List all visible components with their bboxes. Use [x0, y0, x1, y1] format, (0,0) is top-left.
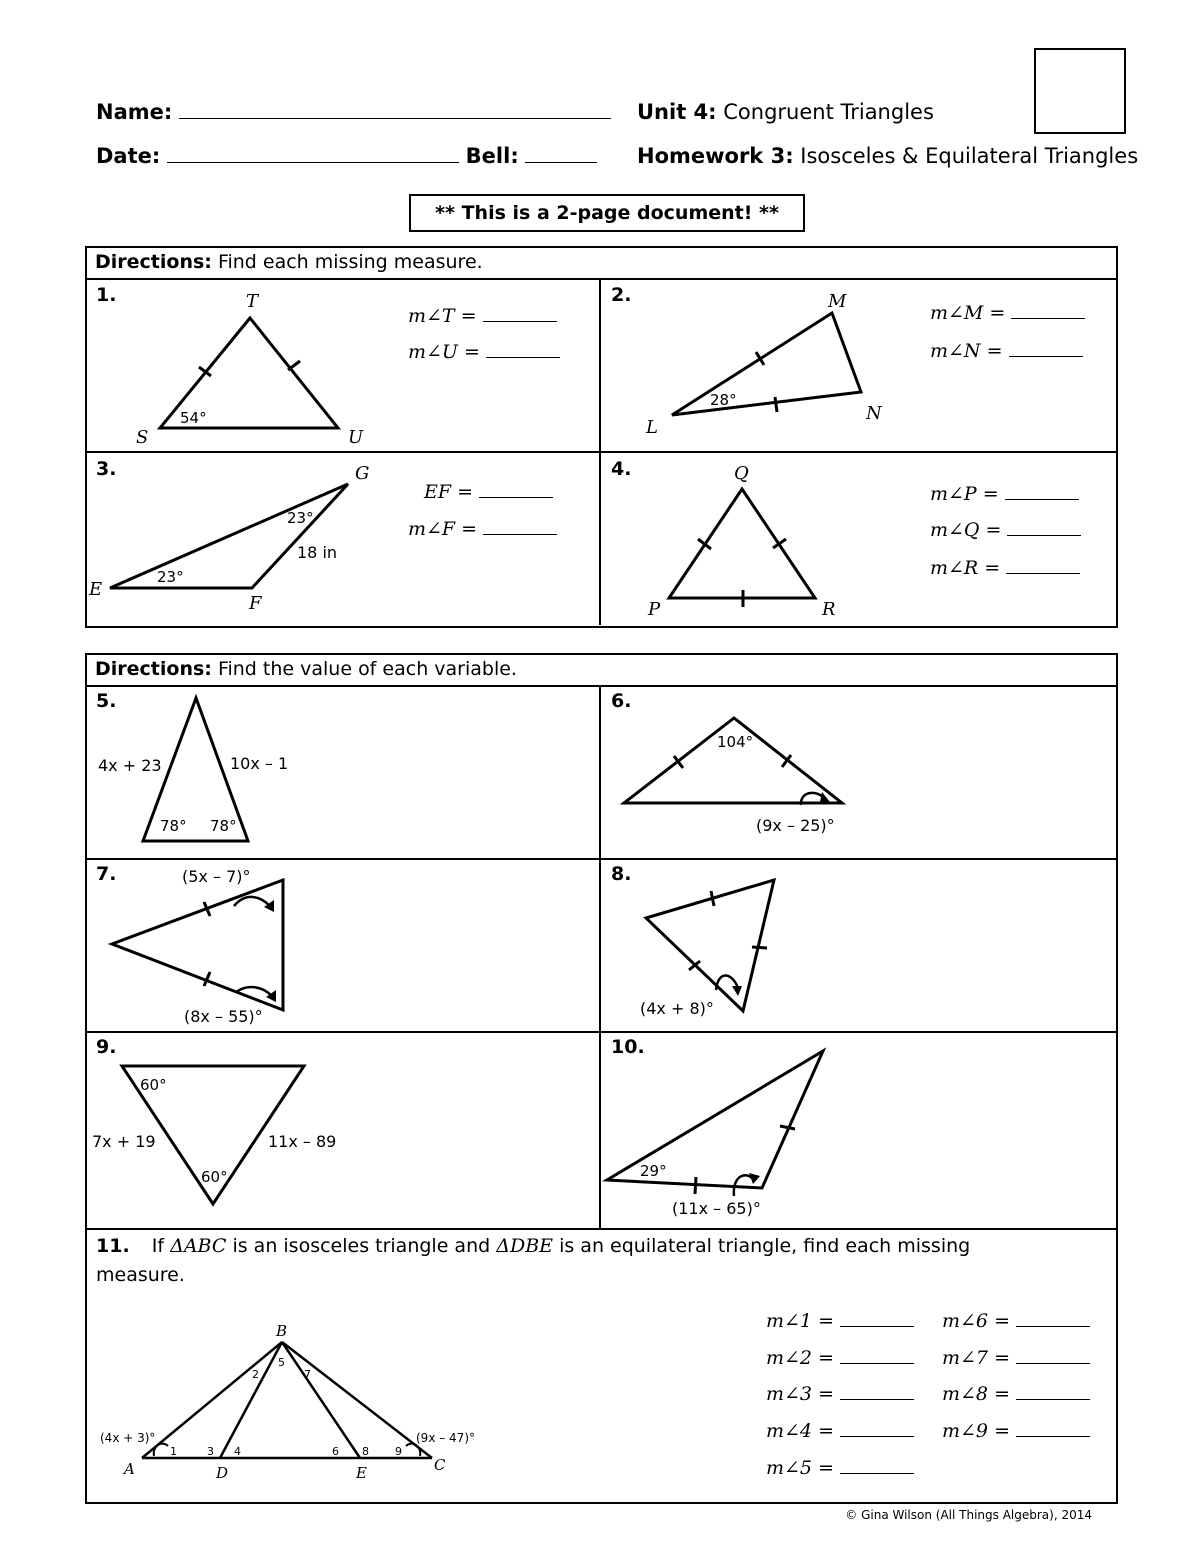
expr-label: (9x – 25)°: [756, 816, 835, 835]
notice-box: ** This is a 2-page document! **: [409, 194, 805, 232]
triangle-figure-3: [85, 455, 395, 620]
directions-2: [87, 655, 517, 683]
problem-11-text: 11. If ΔABC is an isosceles triangle and ΔDBE is an equilateral triangle, find each missing measure.: [96, 1235, 971, 1286]
answer-line: m∠2 =: [766, 1347, 914, 1369]
vertex-N: N: [866, 403, 882, 424]
answer-blank[interactable]: [840, 1326, 914, 1327]
angle-label: 78°: [210, 817, 237, 835]
answer-line: m∠9 =: [942, 1420, 1090, 1442]
directions-1: [87, 248, 483, 276]
expr-label: (5x – 7)°: [182, 867, 251, 886]
triangle-figure-5: [88, 688, 328, 853]
answer-blank[interactable]: [840, 1473, 914, 1474]
date-label: Date:: [96, 144, 161, 168]
answer-blank[interactable]: [1006, 573, 1080, 574]
angle-label: 60°: [201, 1168, 228, 1186]
answer-line: m∠8 =: [942, 1383, 1090, 1405]
angle-number: 2: [252, 1368, 259, 1381]
directions-label: Directions:: [95, 658, 212, 680]
problem-number: 2.: [611, 284, 632, 306]
bell-label: Bell:: [465, 144, 519, 168]
triangle-figure-8: [630, 862, 830, 1027]
angle-label: 54°: [180, 409, 207, 427]
answer-blank[interactable]: [840, 1399, 914, 1400]
directions-text: Find each missing measure.: [217, 251, 483, 273]
name-label: Name:: [96, 100, 173, 124]
problem-number: 4.: [611, 458, 632, 480]
problem-number: 9.: [96, 1036, 117, 1058]
problem-number: 1.: [96, 284, 117, 306]
answer-blank[interactable]: [1016, 1436, 1090, 1437]
triangle-figure-1: [130, 285, 370, 450]
problem-number: 5.: [96, 690, 117, 712]
answer-line: m∠7 =: [942, 1347, 1090, 1369]
side-label: 10x – 1: [230, 754, 289, 773]
angle-number: 5: [278, 1356, 285, 1369]
vertex-R: R: [822, 599, 836, 620]
angle-label: 29°: [640, 1162, 667, 1180]
vertex-P: P: [648, 599, 661, 620]
angle-number: 1: [170, 1445, 177, 1458]
date-row: [96, 144, 597, 168]
expr-label: (4x + 8)°: [640, 999, 714, 1018]
answer-line: m∠6 =: [942, 1310, 1090, 1332]
answer-blank[interactable]: [479, 497, 553, 498]
name-field[interactable]: [179, 118, 611, 119]
expr-label: (11x – 65)°: [672, 1199, 761, 1218]
copyright: © Gina Wilson (All Things Algebra), 2014: [845, 1508, 1092, 1522]
expr-label: (9x – 47)°: [416, 1431, 475, 1445]
homework-label: Homework 3:: [637, 144, 794, 168]
answer-blank[interactable]: [483, 321, 557, 322]
vertex-U: U: [348, 427, 364, 448]
unit-row: [637, 100, 934, 124]
vertex-B: B: [276, 1322, 288, 1340]
date-field[interactable]: [167, 162, 459, 163]
answer-blank[interactable]: [1009, 356, 1083, 357]
vertex-S: S: [136, 427, 149, 448]
angle-label: 60°: [140, 1076, 167, 1094]
triangle-figure-4: [640, 455, 860, 623]
answer-blank[interactable]: [1007, 535, 1081, 536]
directions-text: Find the value of each variable.: [217, 658, 517, 680]
bell-field[interactable]: [525, 162, 597, 163]
side-label: 18 in: [297, 543, 338, 562]
answer-blank[interactable]: [1005, 499, 1079, 500]
angle-label: 23°: [157, 568, 184, 586]
problem-number: 11.: [96, 1235, 130, 1257]
answer-line: m∠F =: [408, 518, 557, 540]
vertex-G: G: [355, 463, 370, 484]
answer-line: m∠5 =: [766, 1457, 914, 1479]
expr-label: (8x – 55)°: [184, 1007, 263, 1026]
vertex-M: M: [828, 291, 847, 312]
angle-number: 3: [207, 1445, 214, 1458]
side-label: 7x + 19: [92, 1132, 156, 1151]
side-label: 11x – 89: [268, 1132, 337, 1151]
answer-blank[interactable]: [1011, 318, 1085, 319]
answer-line: m∠N =: [930, 340, 1083, 362]
vertex-L: L: [646, 417, 658, 438]
triangle-figure-2: [640, 285, 900, 440]
answer-blank[interactable]: [483, 534, 557, 535]
answer-line: EF =: [424, 481, 553, 503]
triangle-figure-11: [90, 1318, 510, 1488]
angle-label: 104°: [717, 733, 754, 751]
vertex-C: C: [434, 1456, 446, 1474]
answer-line: m∠R =: [930, 557, 1080, 579]
answer-line: m∠Q =: [930, 519, 1081, 541]
unit-title: Congruent Triangles: [723, 100, 934, 124]
answer-line: m∠M =: [930, 302, 1085, 324]
angle-label: 28°: [710, 391, 737, 409]
angle-number: 8: [362, 1445, 369, 1458]
problem-number: 10.: [611, 1036, 645, 1058]
score-box[interactable]: [1034, 48, 1126, 134]
vertex-Q: Q: [734, 463, 749, 484]
angle-label: 78°: [160, 817, 187, 835]
expr-label: (4x + 3)°: [100, 1431, 156, 1445]
vertex-E: E: [356, 1464, 367, 1482]
triangle-figure-10: [600, 1034, 840, 1224]
vertex-E: E: [89, 579, 103, 600]
answer-blank[interactable]: [1016, 1399, 1090, 1400]
unit-label: Unit 4:: [637, 100, 717, 124]
triangle-figure-7: [100, 862, 340, 1030]
vertex-D: D: [216, 1464, 229, 1482]
homework-row: [637, 144, 1138, 168]
vertex-T: T: [246, 291, 259, 312]
answer-blank[interactable]: [840, 1363, 914, 1364]
side-label: 4x + 23: [98, 756, 162, 775]
answer-line: m∠1 =: [766, 1310, 914, 1332]
angle-label: 23°: [287, 509, 314, 527]
answer-line: m∠3 =: [766, 1383, 914, 1405]
answer-blank[interactable]: [840, 1436, 914, 1437]
angle-number: 6: [332, 1445, 339, 1458]
angle-number: 9: [395, 1445, 402, 1458]
answer-blank[interactable]: [1016, 1326, 1090, 1327]
angle-number: 4: [234, 1445, 241, 1458]
homework-title: Isosceles & Equilateral Triangles: [800, 144, 1139, 168]
problem-number: 6.: [611, 690, 632, 712]
triangle-figure-6: [610, 688, 870, 848]
problem-number: 7.: [96, 863, 117, 885]
problem-number: 3.: [96, 458, 117, 480]
answer-blank[interactable]: [486, 357, 560, 358]
answer-line: m∠T =: [408, 305, 557, 327]
directions-label: Directions:: [95, 251, 212, 273]
angle-number: 7: [304, 1368, 311, 1381]
vertex-F: F: [249, 593, 262, 614]
divider: [599, 278, 601, 625]
answer-line: m∠4 =: [766, 1420, 914, 1442]
triangle-figure-9: [88, 1034, 348, 1224]
vertex-A: A: [124, 1460, 135, 1478]
problem-number: 8.: [611, 863, 632, 885]
answer-line: m∠U =: [408, 341, 560, 363]
answer-line: m∠P =: [930, 483, 1079, 505]
name-row: [96, 100, 611, 124]
answer-blank[interactable]: [1016, 1363, 1090, 1364]
